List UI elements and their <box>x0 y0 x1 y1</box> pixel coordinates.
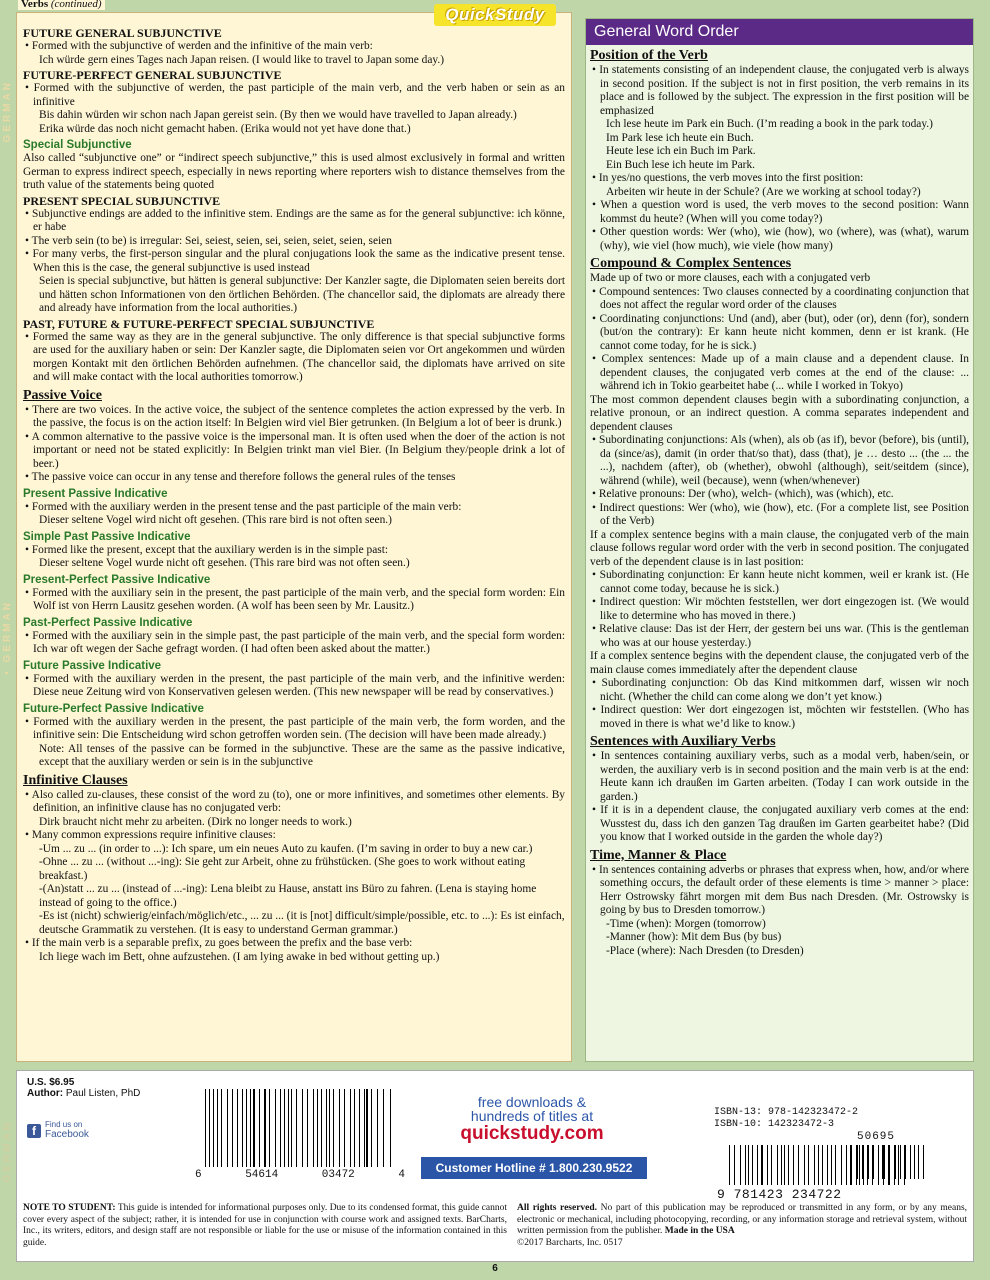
barcode-bar <box>734 1145 735 1185</box>
bullet: • Indirect question: Wer dort eingezogen ist, möchten wir feststellen. (Who has moved in there is what we’d like to know.) <box>590 704 969 731</box>
page-number: 6 <box>492 1263 498 1274</box>
right-column <box>585 18 974 1062</box>
barcode-bar <box>859 1145 860 1179</box>
barcode-bar <box>743 1145 744 1185</box>
barcode-bar <box>269 1089 270 1167</box>
bullet: • Coordinating conjunctions: Und (and), aber (but), oder (or), denn (for), sondern (but/on the contrary): Er kann heute nicht kommen, denn er ist krank. (He cannot come today, for he is sick.) <box>590 313 969 354</box>
barcode-bar <box>215 1089 216 1167</box>
barcode-bar <box>771 1145 772 1185</box>
price-author: U.S. $6.95 Author: Paul Listen, PhD <box>27 1077 141 1099</box>
rights-notice: All rights reserved. No part of this publication may be reproduced or transmitted in any form, or by any means, electronic or mechanical, including photocopying, recording, or any information storage and retrieval system, without written permission from the publisher. Made in the USA ©2017 Barcharts, Inc. 0517 <box>517 1203 968 1248</box>
barcode-bar <box>794 1145 795 1185</box>
example: Ich lese heute im Park ein Buch. (I’m reading a book in the park today.) <box>606 118 933 130</box>
heading-present-passive: Present Passive Indicative <box>23 487 168 500</box>
barcode-bar <box>383 1089 384 1167</box>
heading-future-passive: Future Passive Indicative <box>23 659 162 672</box>
bullet: • Relative clause: Das ist der Herr, der gestern bei uns war. (This is the gentleman who was at our house yesterday.) <box>590 623 969 650</box>
bullet: • A common alternative to the passive voice is the impersonal man. It is often used when the doer of the action is not important or need not be stated explicitly: In Belgien trinkt man viel Bier. (In Belgium they/people drink a lot of beer.) <box>23 431 565 472</box>
barcode-bar <box>814 1145 815 1185</box>
example: Dieser seltene Vogel wird nicht oft gesehen. (This rare bird is not often seen.) <box>39 514 392 526</box>
bullet: • Formed with the subjunctive of werden, the past participle of the main verb, and the verb haben or sein as an infinitive <box>23 82 565 109</box>
barcode-bar <box>248 1089 249 1167</box>
bullet: • In statements consisting of an independent clause, the conjugated verb is always in second position. If the subject is not in first position, the verb remains in its place and is followed by the subject. The expression in the first position will be emphasized <box>590 64 969 118</box>
barcode-bar <box>838 1145 839 1185</box>
ean-digits: 9 781423 234722 <box>717 1187 842 1202</box>
example: -Um ... zu ... (in order to ...): Ich spare, um ein neues Auto zu kaufen. (I’m saving in order to buy a new car.) <box>39 842 533 855</box>
barcode-bar <box>911 1145 912 1179</box>
verbs-continued-tag: Verbs (continued) <box>18 0 105 10</box>
example: Ich würde gern eines Tages nach Japan reisen. (I would like to travel to Japan some day.) <box>39 53 445 66</box>
price-code: 50695 <box>857 1131 896 1143</box>
barcode-bar <box>871 1145 872 1179</box>
barcode-bar <box>393 1089 394 1167</box>
barcode-bar <box>832 1145 833 1185</box>
isbn-block: ISBN-13: 978-142323472-2 ISBN-10: 142323472-3 <box>714 1107 859 1130</box>
section-title-general-word-order: General Word Order <box>586 19 973 45</box>
price-barcode <box>857 1145 927 1179</box>
barcode-bar <box>374 1089 375 1167</box>
facebook-icon: f <box>27 1124 41 1138</box>
barcode-bar <box>865 1145 866 1179</box>
heading-future-perfect-passive: Future-Perfect Passive Indicative <box>23 702 204 715</box>
barcode-bar <box>758 1145 759 1185</box>
bullet: • Formed with the auxiliary sein in the simple past, the past participle of the main verb, and the special form worden: Ich war oft wegen der Sache gefragt worden. (I had often been asked about the matter.) <box>23 630 565 657</box>
bullet: • For many verbs, the first-person singular and the plural conjugations look the same as the indicative present tense. When this is the case, the general subjunctive is used instead <box>23 248 565 275</box>
barcode-bar <box>892 1145 893 1179</box>
barcode-bar <box>841 1145 842 1185</box>
barcode-bar <box>299 1089 300 1167</box>
bullet: • In sentences containing auxiliary verbs, such as a modal verb, haben/sein, or werden, the auxiliary verb is in second position and the main verb is at the end: Heute kann ich draußen im Garten arbeiten. (Today I can work outside in the garden.) <box>590 750 969 804</box>
barcode-bar <box>806 1145 807 1185</box>
example: -Time (when): Morgen (tomorrow) <box>606 917 766 930</box>
bottom-panel <box>16 1070 974 1262</box>
barcode-bar <box>811 1145 812 1185</box>
paragraph: Made up of two or more clauses, each with a conjugated verb <box>590 272 871 284</box>
barcode-bar <box>229 1089 230 1167</box>
paragraph: If a complex sentence begins with the dependent clause, the conjugated verb of the main clause comes immediately after the dependent clause <box>590 650 969 676</box>
barcode-bar <box>339 1089 340 1167</box>
barcode-bar <box>246 1089 247 1167</box>
barcode-bar <box>237 1089 238 1167</box>
heading-future-general: FUTURE GENERAL SUBJUNCTIVE <box>23 26 222 40</box>
heading-position-of-verb: Position of the Verb <box>590 48 708 63</box>
bullet: • Complex sentences: Made up of a main clause and a dependent clause. In dependent clauses, the conjugated verb comes at the end of the clause: ... während ich in Tokio gearbeitet habe (... while I worked in Tokyo) <box>590 353 969 394</box>
barcode-bar <box>910 1145 911 1179</box>
example: Ich liege wach im Bett, ohne aufzustehen. (I am lying awake in bed without getting up.) <box>39 950 440 963</box>
barcode-bar <box>790 1145 791 1185</box>
side-watermark: • GERMAN <box>2 600 24 667</box>
barcode-bar <box>313 1089 314 1167</box>
heading-past-future-special: PAST, FUTURE & FUTURE-PERFECT SPECIAL SUBJUNCTIVE <box>23 316 375 331</box>
bullet: • Formed with the auxiliary werden in the present tense and the past participle of the main verb: <box>23 501 565 515</box>
right-content <box>590 48 969 958</box>
barcode-bar <box>309 1089 310 1167</box>
bullet: • Indirect questions: Wer (who), wie (how), etc. (For a complete list, see Position of the Verb) <box>590 502 969 529</box>
heading-present-special: PRESENT SPECIAL SUBJUNCTIVE <box>23 193 221 208</box>
barcode-bar <box>782 1145 783 1185</box>
barcode-bar <box>293 1089 294 1167</box>
barcode-bar <box>798 1145 799 1185</box>
barcode-bar <box>923 1145 924 1179</box>
barcode-bar <box>329 1089 330 1167</box>
barcode-bar <box>737 1145 738 1185</box>
bullet: • Formed with the auxiliary werden in the present, the past participle of the main verb, and the infinitive werden: Diese neue Zeitung wird von Konservativen gelesen werden. (This new newspaper will be read by conservatives.) <box>23 673 565 700</box>
barcode-bar <box>232 1089 233 1167</box>
barcode-bar <box>284 1089 285 1167</box>
facebook-link[interactable]: f Find us on Facebook <box>27 1121 89 1140</box>
upc-digits: 6 54614 03472 4 <box>195 1169 405 1181</box>
heading-passive-voice: Passive Voice <box>23 387 102 403</box>
barcode-bar <box>377 1089 378 1167</box>
bullet: • In sentences containing adverbs or phrases that express when, how, and/or where something occurs, the default order of these elements is time > manner > place: Herr Ostrowsky fährt morgen mit dem Bus nach Dresden. (Mr. Ostrowsky is going by bus to Dresden tomorrow.) <box>590 864 969 918</box>
example: -Manner (how): Mit dem Bus (by bus) <box>606 931 782 943</box>
bullet: • If it is in a dependent clause, the conjugated auxiliary verb comes at the end: Wusstest du, dass ich den ganzen Tag draußen im Garten gearbeitet habe? (Did you know that I worked outside in the garden the whole day?) <box>590 804 969 845</box>
barcode-bar <box>827 1145 828 1185</box>
example: -Ohne ... zu ... (without ...-ing): Sie geht zur Arbeit, ohne zu frühstücken. (She goes to work without eating breakfast.) <box>39 856 526 882</box>
barcode-bar <box>341 1089 342 1167</box>
bullet: • When a question word is used, the verb moves to the second position: Wann kommst du heute? (When will you come today?) <box>590 199 969 226</box>
barcode-bar <box>207 1089 208 1167</box>
barcode-bar <box>324 1089 325 1167</box>
heading-simple-past-passive: Simple Past Passive Indicative <box>23 530 191 543</box>
heading-past-perfect-passive: Past-Perfect Passive Indicative <box>23 616 193 629</box>
bullet: • Indirect question: Wir möchten feststellen, wer dort eingezogen ist. (We would like to determine who has moved in there.) <box>590 596 969 623</box>
barcode-bar <box>350 1089 351 1167</box>
barcode-bar <box>205 1089 206 1167</box>
barcode-bar <box>748 1145 749 1185</box>
barcode-bar <box>754 1145 755 1185</box>
barcode-bar <box>873 1145 874 1179</box>
quickstudy-logo: QuickStudy <box>434 4 556 26</box>
bullet: • If the main verb is a separable prefix, zu goes between the prefix and the base verb: <box>23 937 565 951</box>
barcode-bar <box>808 1145 809 1185</box>
heading-auxiliary-verbs: Sentences with Auxiliary Verbs <box>590 734 776 749</box>
barcode-bar <box>917 1145 918 1179</box>
promo-text: free downloads & hundreds of titles at quickstudy.com <box>417 1095 647 1145</box>
barcode-bar <box>218 1089 219 1167</box>
barcode-bar <box>905 1145 906 1179</box>
barcode-bar <box>344 1089 345 1167</box>
barcode-bar <box>918 1145 919 1179</box>
bullet: • In yes/no questions, the verb moves into the first position: <box>590 172 969 186</box>
website-link[interactable]: quickstudy.com <box>460 1123 604 1144</box>
heading-present-perfect-passive: Present-Perfect Passive Indicative <box>23 573 211 586</box>
barcode-bar <box>288 1089 289 1167</box>
heading-future-perfect-general: FUTURE-PERFECT GENERAL SUBJUNCTIVE <box>23 68 282 82</box>
barcode-bar <box>895 1145 896 1179</box>
example: Arbeiten wir heute in der Schule? (Are we working at school today?) <box>606 185 921 198</box>
barcode-bar <box>889 1145 890 1179</box>
barcode-bar <box>752 1145 753 1185</box>
barcode-bar <box>875 1145 876 1179</box>
heading-special-subjunctive: Special Subjunctive <box>23 139 132 151</box>
bullet: • Subordinating conjunctions: Als (when), als ob (as if), bevor (before), bis (until), da (since/as), damit (in order that/so that), dass (that), je … desto ... (the ... the ...), nachdem (after), ob (whether), obwohl (although), seit/seitdem (since), während (while), weil (because), wenn (when/whenever) <box>590 434 969 488</box>
note: Note: All tenses of the passive can be formed in the subjunctive. These are the same as the passive indicative, except that the auxiliary werden or sein is in the subjunctive <box>39 742 565 768</box>
barcode-bar <box>319 1089 320 1167</box>
barcode-bar <box>900 1145 901 1179</box>
barcode-bar <box>275 1089 276 1167</box>
barcode-bar <box>353 1089 354 1167</box>
barcode-bar <box>761 1145 762 1185</box>
barcode-bar <box>242 1089 243 1167</box>
barcode-bar <box>835 1145 836 1185</box>
barcode-bar <box>359 1089 360 1167</box>
barcode-bar <box>221 1089 222 1167</box>
bullet: • Formed the same way as they are in the general subjunctive. The only difference is that special subjunctive forms are used for the auxiliary haben or sein: Der Kanzler sagte, die Diplomaten seien vor Ort angekommen und würden morgen Kontakt mit den örtlichen Behörden aufnehmen. (The chancellor said, the diplomats have arrived on site and will make contact with the local authorities tomorrow.) <box>23 331 565 385</box>
barcode-bar <box>801 1145 802 1185</box>
bullet: • The verb sein (to be) is irregular: Sei, seiest, seien, sei, seien, seiet, seien, seien <box>23 235 565 249</box>
example: Dieser seltene Vogel wurde nicht oft gesehen. (This rare bird was not often seen.) <box>39 557 410 569</box>
left-column <box>16 12 572 1062</box>
barcode-bar <box>731 1145 732 1185</box>
example: Bis dahin würden wir schon nach Japan gereist sein. (By then we would have travelled to Japan already.) <box>39 109 517 121</box>
barcode-bar <box>356 1089 357 1167</box>
customer-hotline: Customer Hotline # 1.800.230.9522 <box>421 1157 647 1179</box>
barcode-bar <box>804 1145 805 1185</box>
example: Im Park lese ich heute ein Buch. <box>606 131 754 144</box>
barcode-bar <box>336 1089 337 1167</box>
barcode-bar <box>854 1145 855 1185</box>
example: Heute lese ich ein Buch im Park. <box>606 145 756 157</box>
upc-barcode <box>205 1089 395 1167</box>
barcode-bar <box>272 1089 273 1167</box>
bullet: • Subordinating conjunction: Ob das Kind mitkommen darf, wissen wir noch nicht. (Whether the child can come along we don’t yet know.) <box>590 677 969 704</box>
bullet: • Subordinating conjunction: Er kann heute nicht kommen, weil er krank ist. (He cannot come today, because he is sick.) <box>590 569 969 596</box>
paragraph: The most common dependent clauses begin with a subordinating conjunction, a relative pronoun, or an indirect question. A comma separates independent and dependent clauses <box>590 393 969 433</box>
example: -Place (where): Nach Dresden (to Dresden) <box>606 944 804 957</box>
bullet: • Other question words: Wer (who), wie (how), wo (where), was (what), warum (why), wie viel (how much), wie viele (how many) <box>590 226 969 253</box>
bullet: • Formed with the auxiliary werden in the present, the past participle of the main verb, the form worden, and the infinitive sein: Die Entscheidung wird schon getroffen worden sein. (The decision will have been made already.) <box>23 716 565 743</box>
barcode-bar <box>850 1145 851 1185</box>
barcode-bar <box>281 1089 282 1167</box>
barcode-bar <box>303 1089 304 1167</box>
barcode-bar <box>256 1089 257 1167</box>
barcode-bar <box>386 1089 387 1167</box>
barcode-bar <box>831 1145 832 1185</box>
barcode-bar <box>264 1089 265 1167</box>
example: Ein Buch lese ich heute im Park. <box>606 158 755 171</box>
barcode-bar <box>321 1089 322 1167</box>
paragraph: Also called “subjunctive one” or “indirect speech subjunctive,” this is used almost exclusively in formal and written German to express indirect speech, especially in news reporting where reporters wish to distance themselves from the truth value of the statements being quoted <box>23 152 565 191</box>
barcode-bar <box>774 1145 775 1185</box>
example: Dirk braucht nicht mehr zu arbeiten. (Dirk no longer needs to work.) <box>39 815 352 828</box>
bullet: • Subjunctive endings are added to the infinitive stem. Endings are the same as for the general subjunctive: ich könne, er habe <box>23 208 565 235</box>
barcode-bar <box>261 1089 262 1167</box>
barcode-bar <box>862 1145 863 1179</box>
example: -Es ist (nicht) schwierig/einfach/möglich/etc., ... zu ... (it is [not] difficult/simple/possible, etc. to ...): Es ist einfach, deutsche Grammatik zu verstehen. (It is easy to understand German grammar.) <box>39 910 565 936</box>
example: Erika würde das noch nicht gemacht haben. (Erika would not yet have done that.) <box>39 122 411 135</box>
bullet: • Relative pronouns: Der (who), welch- (which), was (which), etc. <box>590 488 969 502</box>
bullet: • Compound sentences: Two clauses connected by a coordinating conjunction that does not affect the regular word order of the clauses <box>590 286 969 313</box>
barcode-bar <box>788 1145 789 1185</box>
barcode-bar <box>822 1145 823 1185</box>
heading-time-manner-place: Time, Manner & Place <box>590 847 727 863</box>
barcode-bar <box>793 1145 794 1185</box>
bullet: • The passive voice can occur in any tense and therefore follows the general rules of the tenses <box>23 471 565 485</box>
bullet: • Many common expressions require infinitive clauses: <box>23 829 565 843</box>
barcode-bar <box>213 1089 214 1167</box>
barcode-bar <box>920 1145 921 1179</box>
barcode-bar <box>296 1089 297 1167</box>
barcode-bar <box>253 1089 254 1167</box>
side-watermark: GERMAN <box>2 1120 13 1183</box>
barcode-bar <box>886 1145 887 1179</box>
barcode-bar <box>390 1089 391 1167</box>
barcode-bar <box>914 1145 915 1179</box>
side-watermark: GERMAN <box>2 80 13 143</box>
bullet: • Formed like the present, except that the auxiliary werden is in the simple past: <box>23 544 565 558</box>
barcode-bar <box>224 1089 225 1167</box>
bullet: • Also called zu-clauses, these consist of the word zu (to), one or more infinitives, and sometimes other elements. By definition, an infinitive clause has no conjugated verb: <box>23 789 565 816</box>
barcode-bar <box>317 1089 318 1167</box>
barcode-bar <box>820 1145 821 1185</box>
barcode-bar <box>729 1145 730 1185</box>
bullet: • Formed with the auxiliary sein in the present, the past participle of the main verb, and the special form worden: Ein Wolf ist von Herrn Lausitz gesehen worden. (A wolf has been seen by Mr. Lausitz.) <box>23 587 565 614</box>
left-content <box>23 17 565 964</box>
barcode-bar <box>857 1145 858 1179</box>
bullet: • Formed with the subjunctive of werden and the infinitive of the main verb: <box>23 40 565 54</box>
barcode-bar <box>354 1089 355 1167</box>
bullet: • There are two voices. In the active voice, the subject of the sentence completes the action expressed by the verb. In the passive, the focus is on the action itself: In Belgien wird viel Bier getrunken. (In Belgium a lot of beer is drunk.) <box>23 404 565 431</box>
example: Seien is special subjunctive, but hätten is general subjunctive: Der Kanzler sagte, die Diplomaten seien bereits dort und hätten schon Informationen von den örtlichen Behörden. (The chancellor said, the diplomats are already there and already have information from the local authorities.) <box>39 275 565 314</box>
heading-infinitive-clauses: Infinitive Clauses <box>23 772 128 788</box>
note-to-student: NOTE TO STUDENT: This guide is intended for informational purposes only. Due to its condensed format, this guide cannot cover every aspect of the subject; rather, it is intended for use in conjunction with course work and assigned texts. BarCharts, Inc., its writers, editors, and design staff are not responsible or liable for the use or misuse of the information contained in this guide. <box>23 1203 507 1248</box>
heading-compound-complex: Compound & Complex Sentences <box>590 256 792 271</box>
paragraph: If a complex sentence begins with a main clause, the conjugated verb of the main clause follows regular word order with the verb in second position. The conjugated verb of the dependent clause is in last position: <box>590 528 969 568</box>
barcode-bar <box>366 1089 367 1167</box>
barcode-bar <box>379 1089 380 1167</box>
example: -(An)statt ... zu ... (instead of ...-ing): Lena bleibt zu Hause, anstatt ins Büro zu fahren. (Lena is staying home instead of going to the office.) <box>39 883 537 909</box>
barcode-bar <box>362 1089 363 1167</box>
